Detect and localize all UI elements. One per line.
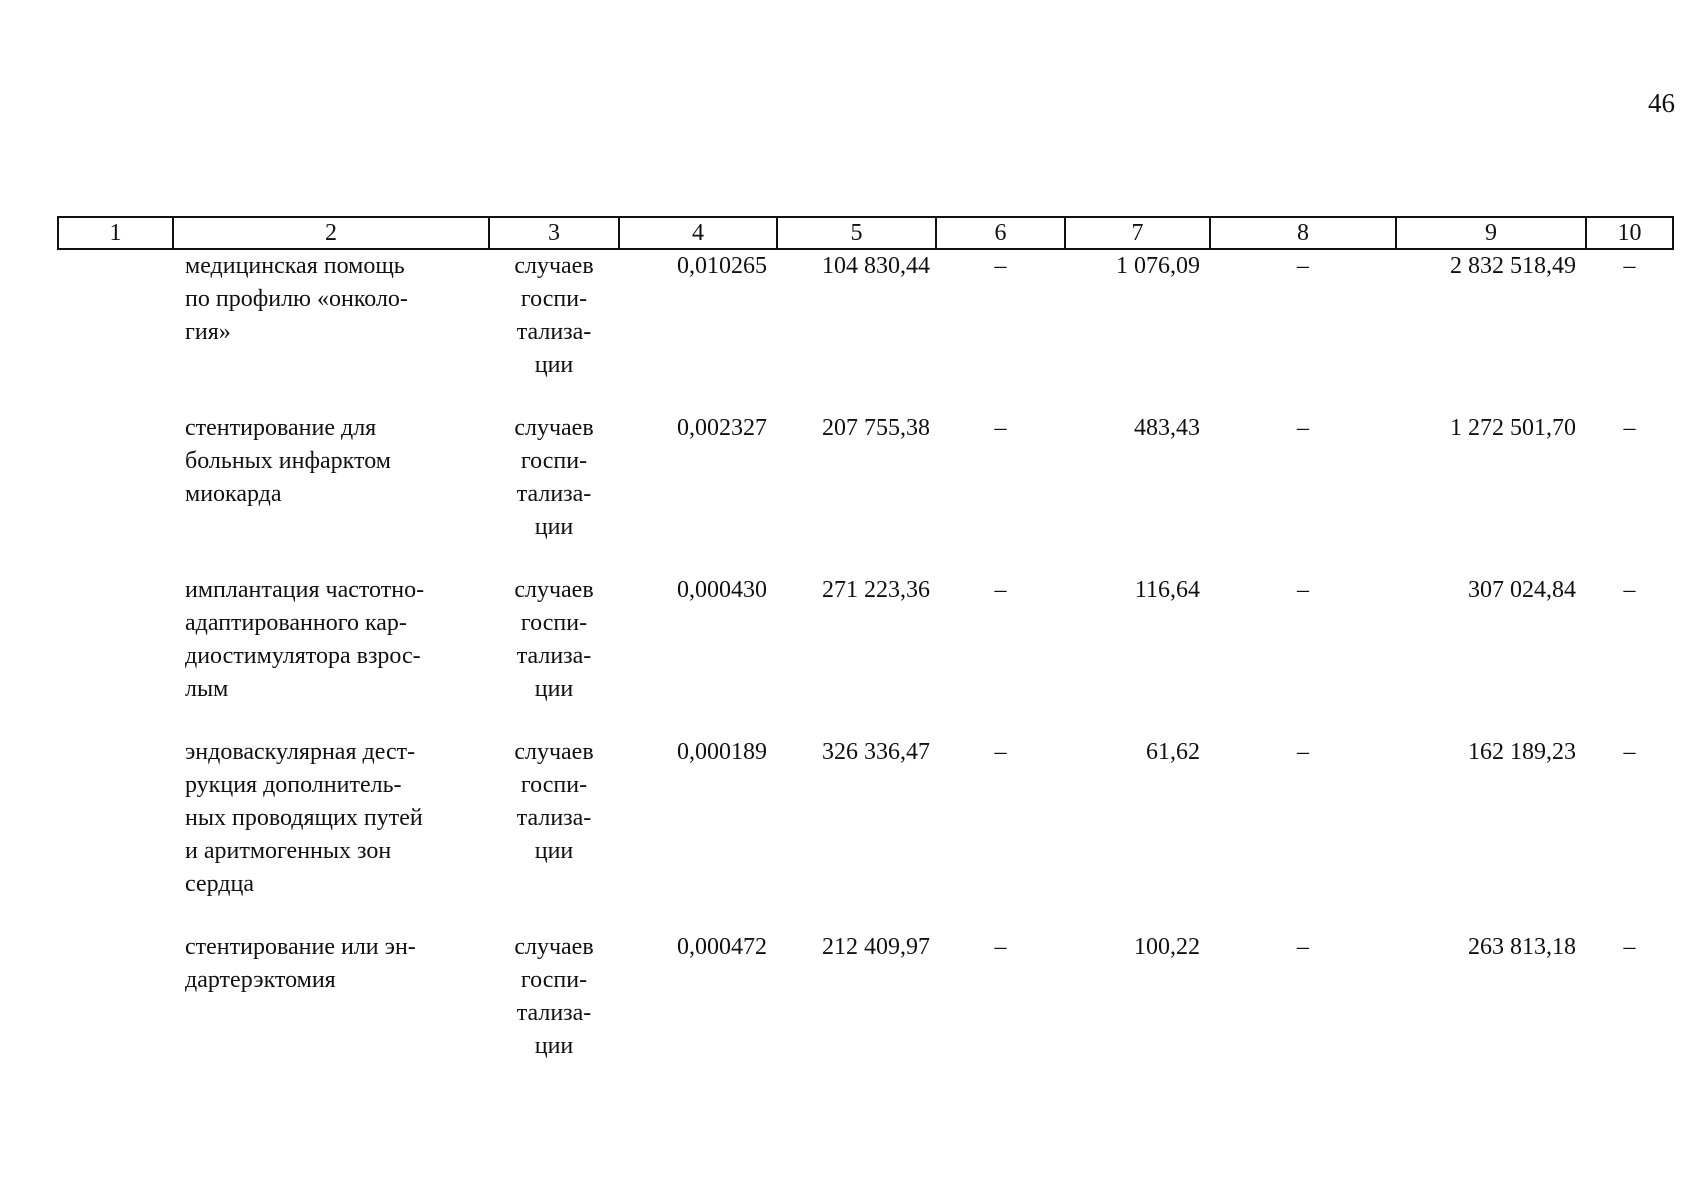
spacer-cell xyxy=(936,544,1065,574)
cell-col8: – xyxy=(1297,577,1309,603)
cell-name xyxy=(173,412,489,544)
spacer-cell xyxy=(936,382,1065,412)
cell-unit-line: ции xyxy=(534,838,574,864)
cell-unit-line: госпи- xyxy=(520,610,588,636)
cell-col6: – xyxy=(994,739,1007,765)
row-spacer xyxy=(58,706,1673,736)
cell-col8: – xyxy=(1297,739,1309,765)
spacer-cell xyxy=(1396,706,1586,736)
column-header-8: 8 xyxy=(1210,217,1396,249)
cell-unit xyxy=(489,574,619,706)
spacer-cell xyxy=(777,706,936,736)
spacer-cell xyxy=(1396,544,1586,574)
cell-col1 xyxy=(58,931,173,1063)
spacer-cell xyxy=(619,382,777,412)
spacer-cell xyxy=(173,706,489,736)
spacer-cell xyxy=(777,544,936,574)
cell-name-line: лым xyxy=(185,676,229,702)
spacer-cell xyxy=(1586,706,1673,736)
cell-col5: 104 830,44 xyxy=(822,253,930,279)
cell-name-line: по профилю «онколо- xyxy=(185,286,408,312)
spacer-cell xyxy=(489,706,619,736)
cell-col4: 0,000189 xyxy=(677,739,767,765)
cell-name-line: адаптированного кар- xyxy=(185,610,407,636)
spacer-cell xyxy=(1210,901,1396,931)
cell-unit-line: случаев xyxy=(514,934,594,960)
spacer-cell xyxy=(777,382,936,412)
cell-name-line: рукция дополнитель- xyxy=(185,772,402,798)
column-header-6: 6 xyxy=(936,217,1065,249)
cell-unit-line: госпи- xyxy=(520,286,588,312)
cell-col5: 271 223,36 xyxy=(822,577,930,603)
column-header-7: 7 xyxy=(1065,217,1210,249)
cell-unit-line: тализа- xyxy=(516,805,592,831)
cell-name-line: больных инфарктом xyxy=(185,448,391,474)
cell-col6: – xyxy=(994,415,1007,441)
cell-name-line: дартерэктомия xyxy=(185,967,336,993)
spacer-cell xyxy=(173,382,489,412)
row-spacer xyxy=(58,901,1673,931)
tariff-table xyxy=(57,216,1674,1063)
cell-col6: – xyxy=(994,253,1007,279)
cell-unit-line: ции xyxy=(534,514,574,540)
row-spacer xyxy=(58,382,1673,412)
table-row xyxy=(58,736,1673,901)
spacer-cell xyxy=(58,544,173,574)
cell-unit-line: тализа- xyxy=(516,481,592,507)
table-row xyxy=(58,249,1673,382)
spacer-cell xyxy=(173,901,489,931)
cell-col7: 100,22 xyxy=(1134,934,1200,960)
spacer-cell xyxy=(58,706,173,736)
spacer-cell xyxy=(936,901,1065,931)
cell-unit-line: госпи- xyxy=(520,772,588,798)
cell-col8: – xyxy=(1297,253,1309,279)
spacer-cell xyxy=(1586,901,1673,931)
cell-name-line: диостимулятора взрос- xyxy=(185,643,421,669)
cell-col10: – xyxy=(1623,934,1636,960)
cell-col7: 61,62 xyxy=(1146,739,1200,765)
spacer-cell xyxy=(1586,382,1673,412)
cell-unit-line: ции xyxy=(534,352,574,378)
cell-unit xyxy=(489,931,619,1063)
cell-unit-line: ции xyxy=(534,1033,574,1059)
cell-name-line: стентирование или эн- xyxy=(185,934,416,960)
table-row xyxy=(58,574,1673,706)
cell-col1 xyxy=(58,574,173,706)
cell-col10: – xyxy=(1623,415,1636,441)
cell-col9: 1 272 501,70 xyxy=(1450,415,1576,441)
cell-name-line: ных проводящих путей xyxy=(185,805,423,831)
cell-col10: – xyxy=(1623,253,1636,279)
cell-col9: 307 024,84 xyxy=(1468,577,1576,603)
cell-col10: – xyxy=(1623,577,1636,603)
cell-unit-line: тализа- xyxy=(516,643,592,669)
spacer-cell xyxy=(173,544,489,574)
cell-name-line: миокарда xyxy=(185,481,282,507)
spacer-cell xyxy=(1210,706,1396,736)
table-row xyxy=(58,931,1673,1063)
cell-col10: – xyxy=(1623,739,1636,765)
cell-col5: 326 336,47 xyxy=(822,739,930,765)
spacer-cell xyxy=(1065,382,1210,412)
cell-name-line: гия» xyxy=(185,319,231,345)
cell-col9: 162 189,23 xyxy=(1468,739,1576,765)
cell-unit-line: ции xyxy=(534,676,574,702)
cell-col7: 116,64 xyxy=(1134,577,1200,603)
cell-col8: – xyxy=(1297,934,1309,960)
spacer-cell xyxy=(1396,382,1586,412)
column-header-5: 5 xyxy=(777,217,936,249)
cell-unit-line: случаев xyxy=(514,577,594,603)
spacer-cell xyxy=(619,901,777,931)
cell-col4: 0,000430 xyxy=(677,577,767,603)
spacer-cell xyxy=(1210,382,1396,412)
cell-name xyxy=(173,249,489,382)
cell-col5: 212 409,97 xyxy=(822,934,930,960)
spacer-cell xyxy=(619,544,777,574)
spacer-cell xyxy=(1210,544,1396,574)
cell-name-line: и аритмогенных зон xyxy=(185,838,392,864)
cell-col9: 263 813,18 xyxy=(1468,934,1576,960)
spacer-cell xyxy=(1065,706,1210,736)
cell-col4: 0,010265 xyxy=(677,253,767,279)
cell-col7: 483,43 xyxy=(1134,415,1200,441)
column-header-4: 4 xyxy=(619,217,777,249)
table-row xyxy=(58,412,1673,544)
cell-col1 xyxy=(58,249,173,382)
spacer-cell xyxy=(1396,901,1586,931)
cell-name-line: стентирование для xyxy=(185,415,377,441)
spacer-cell xyxy=(489,382,619,412)
spacer-cell xyxy=(489,544,619,574)
column-header-10: 10 xyxy=(1586,217,1673,249)
spacer-cell xyxy=(58,382,173,412)
cell-name-line: сердца xyxy=(185,871,254,897)
cell-unit-line: случаев xyxy=(514,253,594,279)
spacer-cell xyxy=(619,706,777,736)
spacer-cell xyxy=(777,901,936,931)
cell-col7: 1 076,09 xyxy=(1116,253,1200,279)
cell-name-line: эндоваскулярная дест- xyxy=(185,739,416,765)
spacer-cell xyxy=(489,901,619,931)
column-header-9: 9 xyxy=(1396,217,1586,249)
cell-col1 xyxy=(58,736,173,901)
cell-unit xyxy=(489,736,619,901)
cell-unit xyxy=(489,249,619,382)
cell-unit-line: тализа- xyxy=(516,319,592,345)
spacer-cell xyxy=(936,706,1065,736)
cell-unit-line: госпи- xyxy=(520,967,588,993)
cell-unit xyxy=(489,412,619,544)
spacer-cell xyxy=(1586,544,1673,574)
row-spacer xyxy=(58,544,1673,574)
cell-unit-line: случаев xyxy=(514,415,594,441)
table-header xyxy=(58,217,1673,249)
cell-col6: – xyxy=(994,934,1007,960)
spacer-cell xyxy=(1065,901,1210,931)
cell-unit-line: тализа- xyxy=(516,1000,592,1026)
cell-name xyxy=(173,931,489,1063)
cell-col6: – xyxy=(994,577,1007,603)
cell-name xyxy=(173,574,489,706)
cell-col8: – xyxy=(1297,415,1309,441)
cell-col4: 0,002327 xyxy=(677,415,767,441)
page-number: 46 xyxy=(1648,88,1675,118)
table-body xyxy=(58,249,1673,1063)
cell-col9: 2 832 518,49 xyxy=(1450,253,1576,279)
cell-name-line: медицинская помощь xyxy=(185,253,405,279)
cell-unit-line: госпи- xyxy=(520,448,588,474)
cell-col5: 207 755,38 xyxy=(822,415,930,441)
cell-unit-line: случаев xyxy=(514,739,594,765)
cell-col4: 0,000472 xyxy=(677,934,767,960)
cell-col1 xyxy=(58,412,173,544)
cell-name xyxy=(173,736,489,901)
column-header-3: 3 xyxy=(489,217,619,249)
column-header-2: 2 xyxy=(173,217,489,249)
spacer-cell xyxy=(1065,544,1210,574)
column-header-1: 1 xyxy=(58,217,173,249)
spacer-cell xyxy=(58,901,173,931)
cell-name-line: имплантация частотно- xyxy=(185,577,425,603)
